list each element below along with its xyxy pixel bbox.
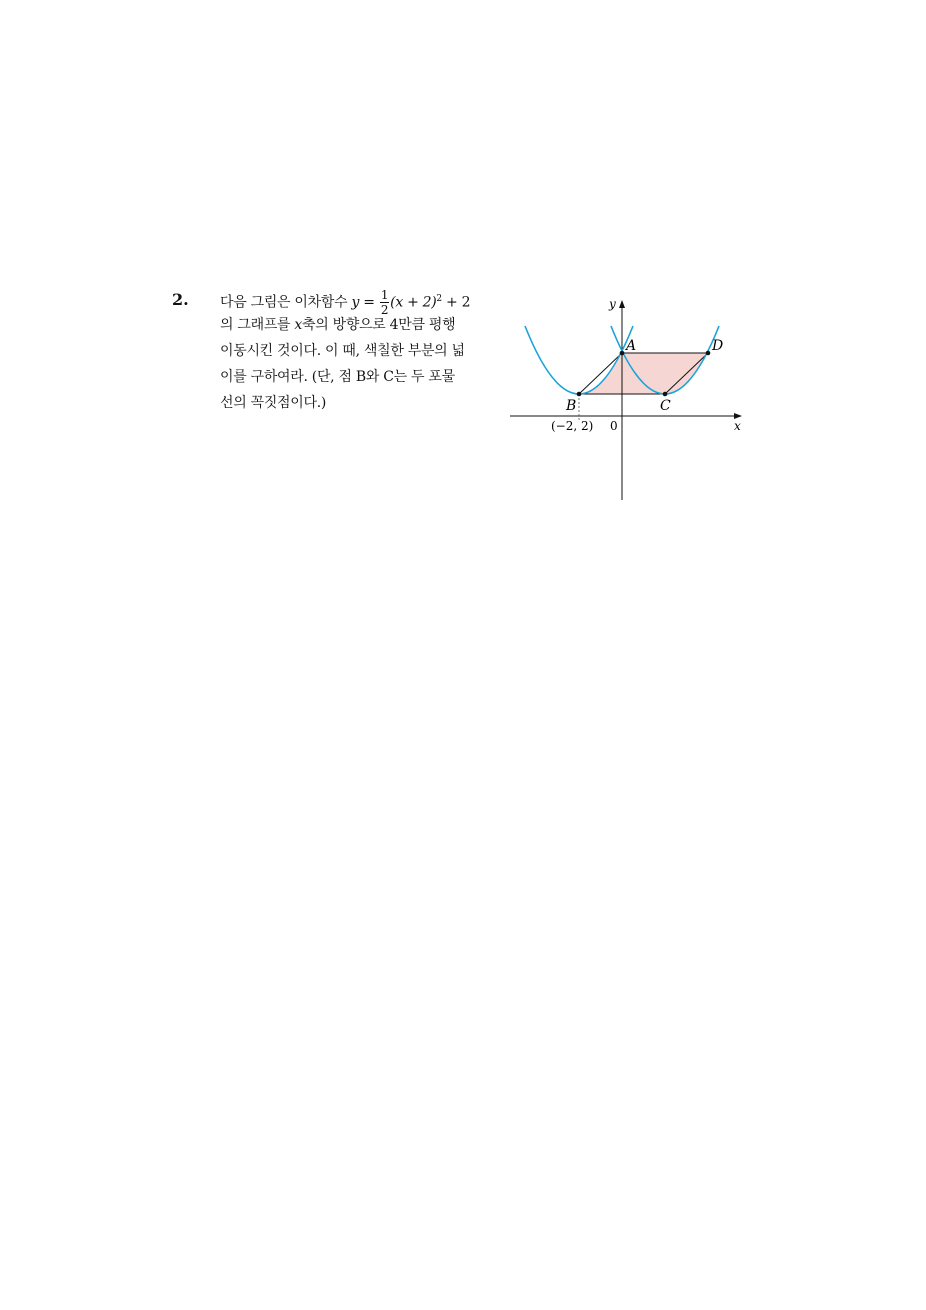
point-c-dot bbox=[663, 392, 668, 397]
problem-line-3: 이동시킨 것이다. 이 때, 색칠한 부분의 넓 bbox=[220, 343, 465, 359]
formula-equals: = bbox=[359, 294, 379, 311]
point-c-label: C bbox=[660, 398, 671, 414]
line2-b: 축의 방향으로 4만큼 평행 bbox=[302, 317, 456, 333]
formula-binomial: (x + 2) bbox=[390, 294, 437, 311]
problem-line-2 bbox=[220, 312, 500, 338]
point-b-label: B bbox=[566, 398, 577, 414]
point-a-label: A bbox=[626, 338, 637, 354]
formula-exponent: 2 bbox=[436, 294, 442, 304]
line2-x: x bbox=[294, 317, 303, 333]
y-axis-label: y bbox=[609, 297, 616, 311]
line1-prefix: 다음 그림은 이차함수 bbox=[220, 294, 352, 311]
y-axis-arrow bbox=[619, 300, 625, 308]
shaded-region bbox=[579, 353, 708, 394]
point-d-label: D bbox=[712, 338, 724, 354]
fraction-numerator: 1 bbox=[380, 288, 389, 303]
problem-line-1 bbox=[220, 286, 500, 318]
line2-a: 의 그래프를 bbox=[220, 317, 295, 333]
parabola-figure bbox=[500, 290, 750, 510]
problem-line-5: 선의 꼭짓점이다.) bbox=[220, 395, 327, 411]
origin-label: 0 bbox=[610, 419, 618, 433]
point-d-dot bbox=[706, 351, 711, 356]
problem-number: 2. bbox=[172, 290, 189, 309]
x-axis-label: x bbox=[734, 419, 741, 433]
point-b-dot bbox=[577, 392, 582, 397]
fraction-denominator: 2 bbox=[380, 303, 389, 318]
formula-tail: + 2 bbox=[441, 294, 471, 311]
point-a-dot bbox=[620, 351, 625, 356]
problem-text bbox=[220, 286, 500, 416]
b-coordinate-label: (−2, 2) bbox=[551, 419, 594, 433]
problem-line-4: 이를 구하여라. (단, 점 B와 C는 두 포물 bbox=[220, 369, 455, 385]
formula-y: y bbox=[351, 294, 360, 311]
